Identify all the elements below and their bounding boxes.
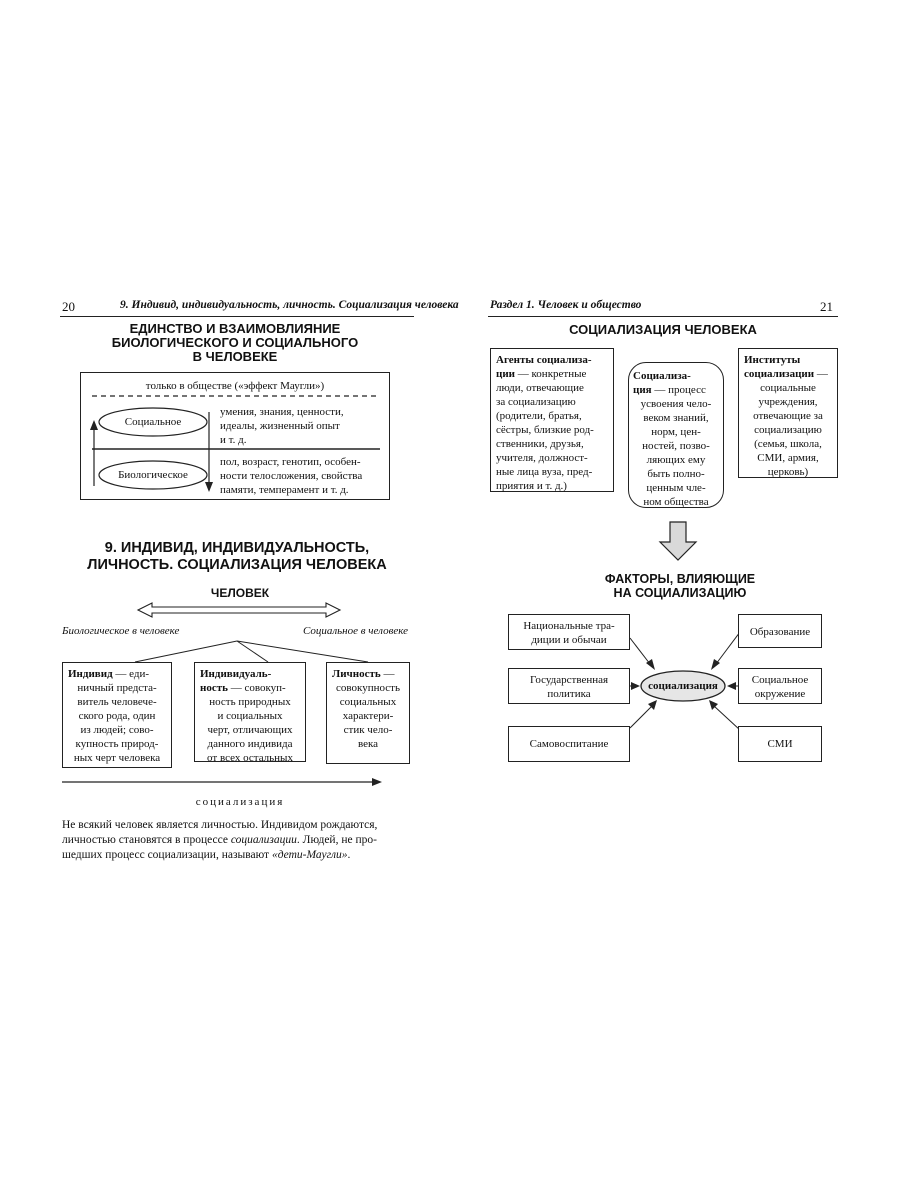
- text-line: веком знаний,: [643, 412, 709, 424]
- text-line: стик чело-: [343, 724, 393, 736]
- text-line: ности телосложения, свойства: [220, 470, 363, 482]
- text-line: —: [380, 668, 395, 680]
- text-line: ничный предста-: [77, 682, 157, 694]
- text-line: быть полно-: [647, 468, 705, 480]
- text-line: приятия и т. д.): [496, 480, 567, 492]
- term: ции: [496, 368, 516, 380]
- term: Институты: [744, 354, 801, 366]
- big-down-arrow: [660, 522, 696, 560]
- text-line: диции и обычаи: [531, 634, 607, 646]
- text-line: социальных: [339, 696, 397, 708]
- factor-self-ed-box: [508, 726, 630, 762]
- text-line: политика: [547, 688, 591, 700]
- center-oval-label: социализация: [648, 680, 718, 692]
- factor-state-box: [508, 668, 630, 704]
- factors-title-line: ФАКТОРЫ, ВЛИЯЮЩИЕ: [604, 572, 756, 586]
- unity-title-line: БИОЛОГИЧЕСКОГО И СОЦИАЛЬНОГО: [111, 335, 359, 350]
- text-line: ные лица вуза, пред-: [496, 466, 593, 478]
- text-line: и социальных: [217, 710, 283, 722]
- text-line: ляющих ему: [646, 454, 706, 466]
- text-line: характери-: [342, 710, 394, 722]
- text-line: (семья, школа,: [754, 438, 822, 450]
- text-span: . Людей, не про-: [296, 834, 377, 846]
- unity-title-line: ЕДИНСТВО И ВЗАИМОВЛИЯНИЕ: [129, 321, 341, 336]
- text-line: социальные: [760, 382, 816, 394]
- text-line: ценным чле-: [646, 482, 706, 494]
- running-head-left: 9. Индивид, индивидуальность, личность. Социализация человека: [120, 299, 459, 311]
- term: Индивид: [68, 668, 113, 680]
- section-title-line: 9. ИНДИВИД, ИНДИВИДУАЛЬНОСТЬ,: [104, 540, 370, 556]
- text-span: .: [347, 849, 351, 861]
- text-line: от всех остальных: [207, 752, 293, 764]
- text-line: ность природных: [209, 696, 291, 708]
- text-line: —: [814, 368, 828, 380]
- text-line: сёстры, близкие род-: [496, 424, 594, 436]
- text-line: СМИ, армия,: [757, 452, 819, 464]
- text-line: норм, цен-: [651, 426, 701, 438]
- factor-national-box: [508, 614, 630, 650]
- socialization-axis-label: социализация: [195, 796, 285, 808]
- human-label: ЧЕЛОВЕК: [210, 586, 270, 600]
- factors-title-line: НА СОЦИАЛИЗАЦИЮ: [613, 586, 747, 600]
- running-head-right: Раздел 1. Человек и общество: [490, 299, 642, 311]
- social-side-label: Социальное в человеке: [302, 625, 408, 637]
- paragraph-line: Не всякий человек является личностью. Индивидом рождаются,: [62, 819, 378, 831]
- term: Агенты социализа-: [496, 354, 592, 366]
- bio-side-label: Биологическое в человеке: [62, 625, 180, 637]
- text-line: — конкретные: [515, 368, 587, 380]
- text-line: черт, отличающих: [207, 724, 293, 736]
- text-line: витель человече-: [77, 696, 157, 708]
- term: Личность: [332, 668, 381, 680]
- text-line: — совокуп-: [227, 682, 286, 694]
- text-line: ского рода, один: [78, 710, 156, 722]
- text-line: Самовоспитание: [529, 738, 609, 750]
- factor-arrow: [630, 638, 650, 664]
- text-line: идеалы, жизненный опыт: [220, 420, 340, 432]
- bio-oval-label: Биологическое: [118, 469, 188, 481]
- text-line: пол, возраст, генотип, особен-: [220, 456, 361, 468]
- text-line: — еди-: [112, 668, 150, 680]
- text-line: люди, отвечающие: [496, 382, 584, 394]
- factors-title: [560, 572, 800, 600]
- text-line: — процесс: [651, 384, 706, 396]
- text-line: учреждения,: [758, 396, 818, 408]
- text-line: СМИ: [767, 738, 793, 750]
- text-line: (родители, братья,: [496, 410, 582, 422]
- page-number-right: 21: [820, 299, 833, 314]
- text-line: памяти, темперамент и т. д.: [220, 484, 349, 496]
- text-line: данного индивида: [207, 738, 293, 750]
- text-span: «дети-Маугли»: [271, 849, 348, 861]
- factor-arrow-head: [631, 682, 640, 690]
- text-line: и т. д.: [220, 434, 247, 446]
- term: социализации: [744, 368, 815, 380]
- text-line: окружение: [754, 688, 806, 700]
- text-line: ственники, друзья,: [496, 438, 584, 450]
- text-span: шедших процесс социализации, называют: [62, 849, 272, 861]
- unity-title-line: В ЧЕЛОВЕКЕ: [192, 349, 278, 364]
- text-line: социализацию: [754, 424, 822, 436]
- text-line: Национальные тра-: [523, 620, 615, 632]
- text-line: из людей; сово-: [80, 724, 154, 736]
- factor-arrow: [630, 706, 652, 728]
- text-span: личностью становятся в процессе: [62, 834, 231, 846]
- text-line: отвечающие за: [753, 410, 823, 422]
- text-line: усвоения чело-: [640, 398, 712, 410]
- text-line: ном общества: [643, 496, 709, 508]
- factor-education-box: [738, 614, 822, 648]
- unity-top-label: только в обществе («эффект Маугли»): [145, 380, 325, 392]
- term: ция: [633, 384, 652, 396]
- text-line: учителя, должност-: [496, 452, 588, 464]
- text-line: умения, знания, ценности,: [220, 406, 344, 418]
- text-line: Государственная: [529, 674, 609, 686]
- text-span: социализации: [230, 834, 297, 846]
- text-line: за социализацию: [496, 396, 576, 408]
- social-oval-label: Социальное: [124, 416, 182, 428]
- text-line: ных черт человека: [73, 752, 161, 764]
- term: Социализа-: [633, 370, 691, 382]
- text-line: купность природ-: [75, 738, 159, 750]
- factor-media-box: [738, 726, 822, 762]
- text-line: ностей, позво-: [642, 440, 710, 452]
- factor-social-env-box: [738, 668, 822, 704]
- term: ность: [200, 682, 228, 694]
- text-line: века: [357, 738, 379, 750]
- factor-arrow: [714, 706, 740, 730]
- text-line: Социальное: [751, 674, 809, 686]
- text-line: церковь): [767, 466, 809, 478]
- text-line: совокупность: [336, 682, 400, 694]
- section-title-line: ЛИЧНОСТЬ. СОЦИАЛИЗАЦИЯ ЧЕЛОВЕКА: [87, 557, 387, 573]
- term: Индивидуаль-: [200, 668, 272, 680]
- factor-arrow: [716, 632, 740, 664]
- right-title: СОЦИАЛИЗАЦИЯ ЧЕЛОВЕКА: [569, 322, 757, 337]
- page-number-left: 20: [62, 299, 75, 314]
- factor-arrow-head: [727, 682, 736, 690]
- text-line: Образование: [749, 626, 811, 638]
